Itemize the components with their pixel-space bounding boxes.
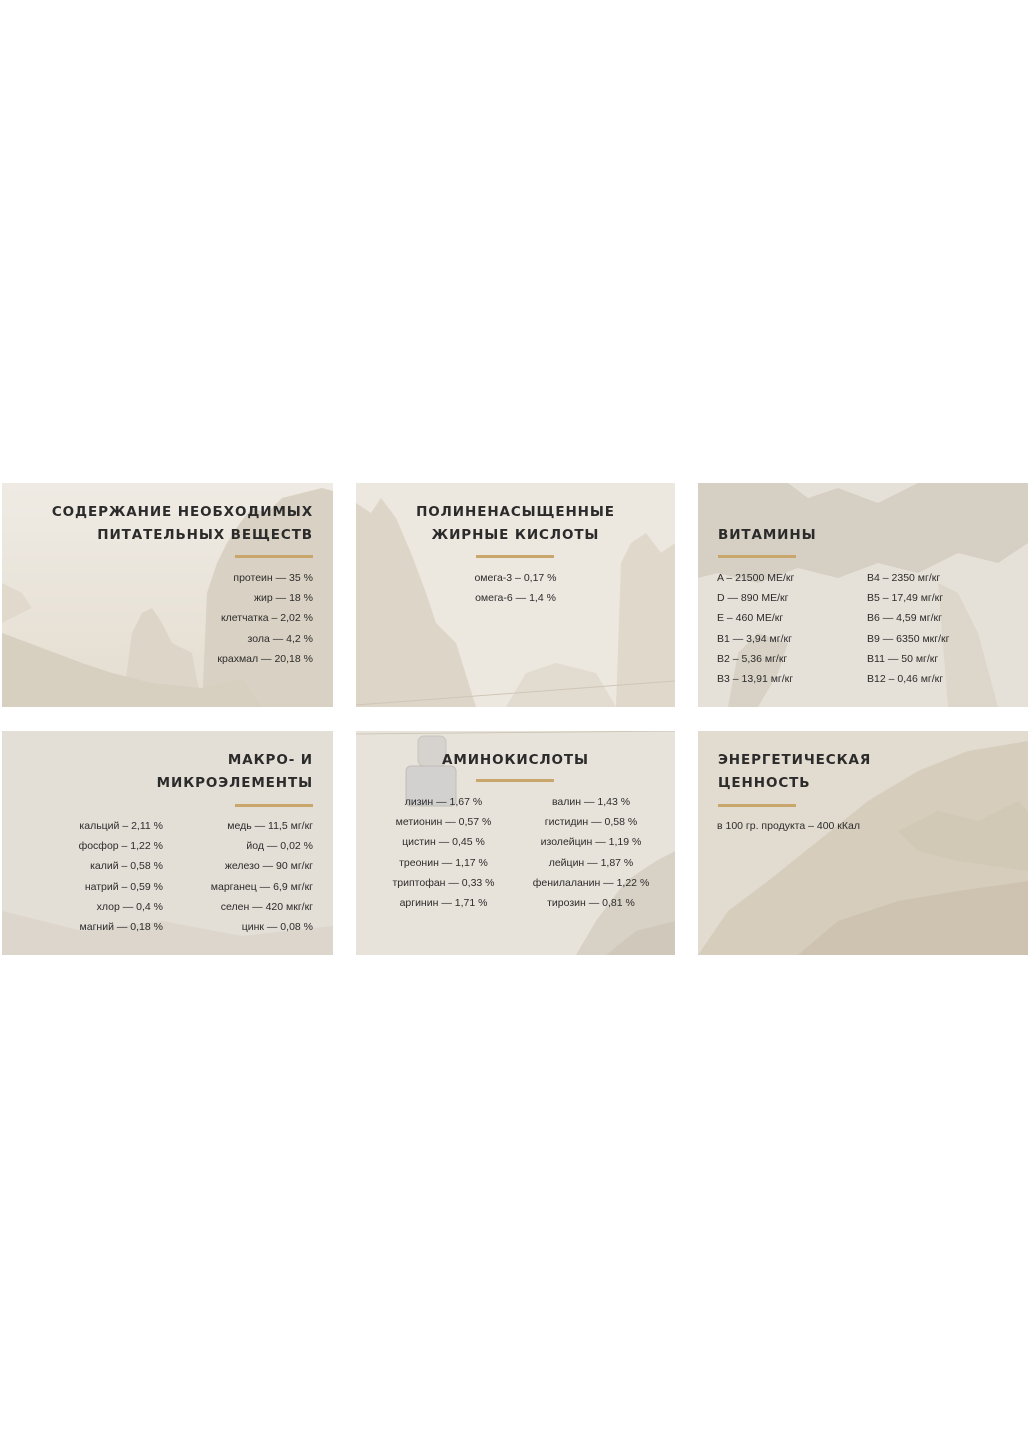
list-item: кальций – 2,11 % bbox=[79, 820, 163, 832]
list-item: крахмал — 20,18 % bbox=[217, 652, 313, 665]
list-item: тирозин — 0,81 % bbox=[547, 897, 635, 910]
list-item: цинк — 0,08 % bbox=[241, 921, 313, 934]
amino-acids-card bbox=[356, 731, 675, 955]
list-item: триптофан — 0,33 % bbox=[392, 876, 495, 889]
list-item: B3 – 13,91 мг/кг bbox=[717, 673, 794, 686]
vitamins-card bbox=[698, 483, 1028, 707]
list-item: железо — 90 мг/кг bbox=[224, 860, 313, 873]
list-item: D — 890 МЕ/кг bbox=[717, 592, 789, 605]
title-underline bbox=[718, 555, 796, 558]
list-item: B9 — 6350 мкг/кг bbox=[867, 632, 950, 645]
list-item: B5 – 17,49 мг/кг bbox=[867, 592, 944, 605]
list-item: марганец — 6,9 мг/кг bbox=[210, 880, 313, 893]
title-underline bbox=[476, 555, 554, 558]
title-underline bbox=[718, 804, 796, 807]
nutrient-list bbox=[217, 568, 313, 669]
energy-value-card bbox=[698, 731, 1028, 955]
list-item: E – 460 МЕ/кг bbox=[717, 612, 784, 625]
amino-list-right bbox=[521, 792, 661, 913]
list-item: B6 — 4,59 мг/кг bbox=[867, 612, 942, 625]
list-item: омега-6 — 1,4 % bbox=[475, 592, 556, 605]
list-item: B1 — 3,94 мг/кг bbox=[717, 632, 792, 645]
list-item: фенилаланин — 1,22 % bbox=[532, 876, 650, 889]
list-item: йод — 0,02 % bbox=[246, 840, 313, 853]
list-item: лизин — 1,67 % bbox=[404, 796, 483, 808]
card-title-line: ПОЛИНЕНАСЫЩЕННЫЕ bbox=[416, 504, 615, 520]
list-item: цистин — 0,45 % bbox=[402, 836, 485, 849]
card-title-line: АМИНОКИСЛОТЫ bbox=[442, 752, 589, 768]
list-item: A – 21500 МЕ/кг bbox=[717, 572, 795, 584]
list-item: аргинин — 1,71 % bbox=[399, 897, 488, 910]
list-item: метионин — 0,57 % bbox=[395, 816, 492, 829]
list-item: B11 — 50 мг/кг bbox=[867, 652, 939, 665]
list-item: B4 – 2350 мг/кг bbox=[867, 572, 941, 584]
amino-list-left bbox=[381, 792, 506, 913]
list-item: натрий – 0,59 % bbox=[84, 880, 163, 893]
fatty-acids-card bbox=[356, 483, 675, 707]
micro-list bbox=[211, 816, 313, 937]
card-title-line: ЦЕННОСТЬ bbox=[718, 775, 811, 791]
vitamin-list-left bbox=[717, 568, 794, 689]
list-item: протеин — 35 % bbox=[233, 572, 313, 584]
list-item: жир — 18 % bbox=[254, 592, 313, 605]
minerals-card bbox=[2, 731, 333, 955]
list-item: фосфор – 1,22 % bbox=[78, 840, 163, 853]
list-item: изолейцин — 1,19 % bbox=[540, 836, 642, 849]
card-title-line: ЭНЕРГЕТИЧЕСКАЯ bbox=[718, 752, 872, 768]
nutrients-card bbox=[2, 483, 333, 707]
card-title-line: ПИТАТЕЛЬНЫХ ВЕЩЕСТВ bbox=[97, 527, 313, 543]
card-title-line: ЖИРНЫЕ КИСЛОТЫ bbox=[431, 527, 600, 543]
list-item: магний — 0,18 % bbox=[79, 921, 163, 934]
title-underline bbox=[235, 555, 313, 558]
title-underline bbox=[476, 779, 554, 782]
card-title-line: МАКРО- И bbox=[227, 752, 313, 768]
card-title-line: ВИТАМИНЫ bbox=[718, 527, 817, 543]
list-item: хлор — 0,4 % bbox=[96, 900, 163, 913]
list-item: калий – 0,58 % bbox=[90, 860, 163, 873]
list-item: в 100 гр. продукта – 400 кКал bbox=[717, 820, 860, 832]
list-item: клетчатка – 2,02 % bbox=[220, 612, 313, 625]
list-item: гистидин — 0,58 % bbox=[544, 816, 638, 829]
list-item: омега-3 – 0,17 % bbox=[474, 572, 557, 584]
list-item: B12 – 0,46 мг/кг bbox=[867, 673, 944, 686]
list-item: медь — 11,5 мг/кг bbox=[227, 820, 313, 832]
card-title-line: СОДЕРЖАНИЕ НЕОБХОДИМЫХ bbox=[51, 504, 313, 520]
title-underline bbox=[235, 804, 313, 807]
vitamin-list-right bbox=[867, 568, 949, 689]
list-item: валин — 1,43 % bbox=[551, 796, 631, 808]
fatty-acid-list bbox=[356, 568, 675, 608]
list-item: зола — 4,2 % bbox=[247, 632, 313, 645]
macro-list bbox=[79, 816, 163, 937]
energy-list bbox=[717, 816, 860, 836]
list-item: лейцин — 1,87 % bbox=[548, 856, 634, 869]
list-item: треонин — 1,17 % bbox=[399, 856, 488, 869]
list-item: селен — 420 мкг/кг bbox=[220, 900, 313, 913]
card-title-line: МИКРОЭЛЕМЕНТЫ bbox=[156, 775, 313, 791]
list-item: B2 – 5,36 мг/кг bbox=[717, 652, 788, 665]
